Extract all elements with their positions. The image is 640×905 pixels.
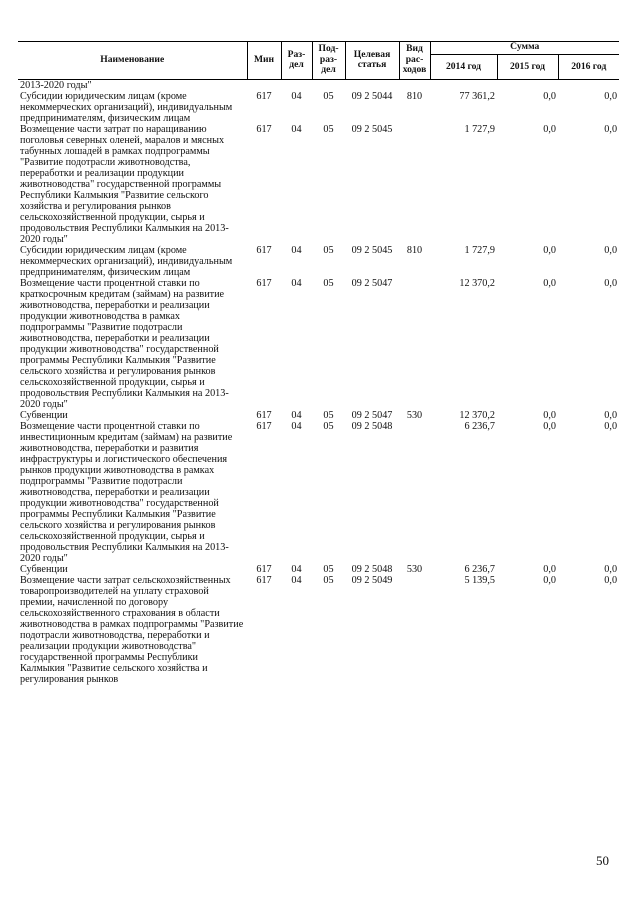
table-header	[18, 41, 619, 80]
row-vid	[399, 124, 430, 245]
budget-table	[18, 41, 619, 685]
row-podrazdel	[312, 80, 345, 92]
row-target	[345, 80, 399, 92]
table-row	[18, 410, 619, 421]
row-sum-2015: 0,0	[543, 421, 556, 432]
row-min: 617	[256, 278, 272, 289]
row-sum-2016: 0,0	[604, 245, 618, 256]
row-vid	[399, 80, 430, 92]
row-podrazdel: 05	[323, 124, 334, 135]
col-min-header: Мин	[247, 41, 281, 80]
table-row	[18, 124, 619, 245]
col-2014-header: 2014 год	[430, 55, 497, 80]
row-target: 09 2 5049	[351, 575, 393, 586]
table-row	[18, 80, 619, 92]
row-target: 09 2 5048	[351, 421, 393, 432]
row-sum-2014: 1 727,9	[464, 245, 495, 256]
row-podrazdel: 05	[323, 245, 334, 256]
row-sum-2016: 0,0	[604, 575, 618, 586]
row-razdel: 04	[291, 91, 302, 102]
row-razdel: 04	[291, 575, 302, 586]
col-2015-header: 2015 год	[497, 55, 558, 80]
row-min: 617	[256, 575, 272, 586]
row-razdel: 04	[291, 564, 302, 575]
row-razdel	[281, 80, 312, 92]
row-min: 617	[256, 124, 272, 135]
row-sum-2016: 0,0	[604, 564, 618, 575]
table-body	[18, 80, 619, 686]
row-target: 09 2 5044	[351, 91, 393, 102]
row-podrazdel: 05	[323, 421, 334, 432]
row-min: 617	[256, 421, 272, 432]
row-sum-2014: 6 236,7	[464, 421, 495, 432]
row-min: 617	[256, 410, 272, 421]
row-vid: 530	[406, 564, 423, 575]
page-number: 50	[596, 853, 609, 868]
row-vid: 810	[406, 245, 423, 256]
row-sum-2016: 0,0	[604, 91, 618, 102]
row-sum-2015: 0,0	[543, 575, 556, 586]
col-summa-header: Сумма	[430, 41, 619, 55]
row-sum-2015: 0,0	[543, 91, 556, 102]
row-target: 09 2 5045	[351, 124, 393, 135]
row-name: Возмещение части процентной ставки по инвестиционным кредитам (займам) на развитие животноводства, переработки и развития инфраструктуры и логистического обеспечения рынков продукции животноводства в рамках подпрограммы "Развитие подотрасли животноводства, переработки и реализации продукции животноводства" государственной программы Республики Калмыкия "Развитие сельского хозяйства и регулирования рынков сельскохозяйственной продукции, сырья и продовольствия Республики Калмыкия на 2013-2020 годы"	[20, 421, 233, 564]
row-razdel: 04	[291, 245, 302, 256]
row-vid	[399, 575, 430, 685]
row-podrazdel: 05	[323, 91, 334, 102]
row-vid: 530	[406, 410, 423, 421]
row-name: Возмещение части затрат по наращиванию поголовья северных оленей, маралов и мясных табунных лошадей в рамках подпрограммы "Развитие подотрасли животноводства, переработки и реализации продукции животноводства" государственной программы Республики Калмыкия "Развитие сельского хозяйства и регулирования рынков сельскохозяйственной продукции, сырья и продовольствия Республики Калмыкия на 2013-2020 годы"	[20, 124, 229, 245]
table-row	[18, 278, 619, 410]
row-razdel: 04	[291, 410, 302, 421]
table-row	[18, 245, 619, 278]
row-podrazdel: 05	[323, 564, 334, 575]
row-name: Субвенции	[20, 410, 68, 421]
table-row	[18, 575, 619, 685]
row-razdel: 04	[291, 421, 302, 432]
row-podrazdel: 05	[323, 575, 334, 586]
table-row	[18, 421, 619, 564]
row-target: 09 2 5048	[351, 564, 393, 575]
col-podrazdel-header: Под- раз- дел	[312, 41, 345, 80]
row-vid	[399, 421, 430, 564]
row-sum-2014: 1 727,9	[464, 124, 495, 135]
row-name: 2013-2020 годы"	[20, 80, 92, 91]
row-sum-2014: 5 139,5	[464, 575, 495, 586]
row-sum-2016: 0,0	[604, 410, 618, 421]
row-name: Возмещение части затрат сельскохозяйственных товаропроизводителей на уплату страховой премии, начисленной по договору сельскохозяйственного страхования в области животноводства в рамках подпрограммы "Развитие подотрасли животноводства, переработки и реализации продукции животноводства" государственной программы Республики Калмыкия "Развитие сельского хозяйства и регулирования рынков	[20, 575, 244, 685]
row-vid	[399, 278, 430, 410]
col-vid-header: Вид рас- ходов	[399, 41, 430, 80]
row-sum-2016: 0,0	[604, 124, 618, 135]
row-sum-2015	[497, 80, 558, 92]
row-sum-2015: 0,0	[543, 245, 556, 256]
row-vid: 810	[406, 91, 423, 102]
row-name: Субсидии юридическим лицам (кроме некоммерческих организаций), индивидуальным предпринимателям, физическим лицам	[20, 245, 233, 278]
row-sum-2016: 0,0	[604, 278, 618, 289]
row-razdel: 04	[291, 278, 302, 289]
row-razdel: 04	[291, 124, 302, 135]
table-row	[18, 564, 619, 575]
col-razdel-header: Раз- дел	[281, 41, 312, 80]
row-sum-2015: 0,0	[543, 564, 556, 575]
row-sum-2015: 0,0	[543, 410, 556, 421]
row-sum-2014: 6 236,7	[464, 564, 495, 575]
row-name: Субсидии юридическим лицам (кроме некоммерческих организаций), индивидуальным предпринимателям, физическим лицам	[20, 91, 233, 124]
row-target: 09 2 5045	[351, 245, 393, 256]
row-podrazdel: 05	[323, 278, 334, 289]
row-min: 617	[256, 91, 272, 102]
row-min: 617	[256, 245, 272, 256]
row-sum-2015: 0,0	[543, 124, 556, 135]
row-sum-2014	[430, 80, 497, 92]
row-sum-2015: 0,0	[543, 278, 556, 289]
col-2016-header: 2016 год	[558, 55, 619, 80]
col-name-header: Наименование	[18, 41, 247, 80]
row-name: Субвенции	[20, 564, 68, 575]
row-sum-2016	[558, 80, 619, 92]
row-sum-2014: 12 370,2	[459, 278, 495, 289]
row-target: 09 2 5047	[351, 410, 393, 421]
row-target: 09 2 5047	[351, 278, 393, 289]
row-sum-2014: 77 361,2	[459, 91, 495, 102]
table-row	[18, 91, 619, 124]
row-min	[247, 80, 281, 92]
row-sum-2016: 0,0	[604, 421, 618, 432]
row-sum-2014: 12 370,2	[459, 410, 495, 421]
col-target-header: Целевая статья	[345, 41, 399, 80]
row-min: 617	[256, 564, 272, 575]
row-podrazdel: 05	[323, 410, 334, 421]
row-name: Возмещение части процентной ставки по краткосрочным кредитам (займам) на развитие животноводства, переработки и реализации продукции животноводства в рамках подпрограммы "Развитие подотрасли животноводства, переработки и реализации продукции животноводства" государственной программы Республики Калмыкия "Развитие сельского хозяйства и регулирования рынков сельскохозяйственной продукции, сырья и продовольствия Республики Калмыкия на 2013-2020 годы"	[20, 278, 229, 410]
